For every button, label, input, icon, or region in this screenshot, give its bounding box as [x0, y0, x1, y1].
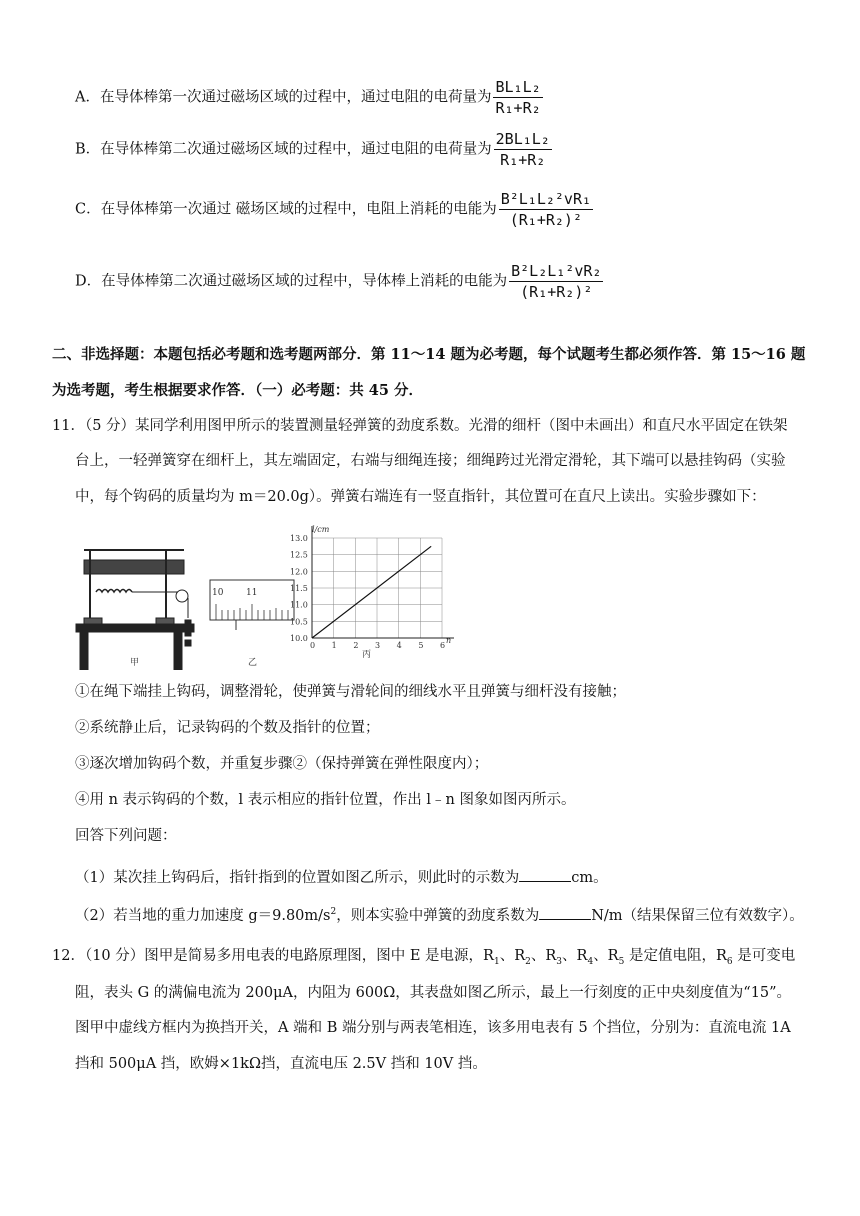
fraction-numerator: B²L₁L₂²vR₁	[500, 190, 592, 208]
q12-line1-text: 12．（10 分）图甲是简易多用电表的电路原理图，图中 E 是电源，R	[52, 948, 494, 964]
option-b	[75, 130, 552, 169]
q11-step3: ③逐次增加钩码个数，并重复步骤②（保持弹簧在弹性限度内）；	[75, 756, 489, 772]
option-b-text: B．在导体棒第二次通过磁场区域的过程中，通过电阻的电荷量为	[75, 141, 492, 158]
superscript: 2	[330, 907, 337, 918]
option-b-fraction	[494, 130, 552, 169]
option-a-text: A．在导体棒第一次通过磁场区域的过程中，通过电阻的电荷量为	[75, 89, 492, 106]
x-tick-label: 5	[418, 641, 424, 650]
q12-line1-text3: 是可变电	[737, 948, 796, 964]
fraction-denominator: R₁+R₂	[500, 151, 546, 169]
fraction-numerator: 2BL₁L₂	[495, 130, 550, 148]
q11-sub2-text2: ，则本实验中弹簧的劲度系数为	[336, 908, 540, 924]
q11-sub2-text: （2）若当地的重力加速度 g＝9.80m/s	[75, 908, 331, 924]
x-tick-label: 3	[375, 641, 381, 650]
q11-figures	[70, 520, 470, 670]
figure-label-bing: 丙	[362, 650, 372, 660]
x-tick-label: 0	[310, 641, 316, 650]
y-tick-label: 12.5	[290, 550, 308, 560]
x-tick-label: 2	[353, 641, 359, 650]
q12-line1: 12．（10 分）图甲是简易多用电表的电路原理图，图中 E 是电源，$R_1$、$R_2$、$R_3$、$R_4$、$R_5$ 是定值电阻，$R_6$ 是可变电	[52, 948, 796, 967]
ruler-tick-10: 10	[212, 588, 224, 598]
q11-sub1	[75, 866, 608, 887]
q12-line4: 挡和 500μA 挡，欧姆×1kΩ挡，直流电压 2.5V 挡和 10V 挡。	[75, 1056, 487, 1072]
x-tick-label: 6	[440, 641, 446, 650]
q12-line3: 图甲中虚线方框内为换挡开关，A 端和 B 端分别与两表笔相连，该多用电表有 5 个挡位，分别为：直流电流 1A	[75, 1020, 791, 1036]
q11-answer-intro: 回答下列问题：	[75, 828, 177, 844]
q11-sub1-text: （1）某次挂上钩码后，指针指到的位置如图乙所示，则此时的示数为	[75, 870, 520, 886]
option-c	[75, 190, 593, 229]
q11-sub1-unit: cm。	[571, 870, 608, 886]
data-line	[312, 546, 431, 638]
option-a-fraction	[493, 78, 542, 117]
option-a	[75, 78, 543, 117]
q11-step2: ②系统静止后，记录钩码的个数及指针的位置；	[75, 720, 380, 736]
x-tick-label: 4	[396, 641, 402, 650]
fraction-denominator: R₁+R₂	[495, 99, 541, 117]
q11-sub2	[75, 904, 804, 925]
apparatus-figure-jia	[76, 550, 194, 670]
q11-line1: 11．（5 分）某同学利用图甲所示的装置测量轻弹簧的劲度系数。光滑的细杆（图中未画出）和直尺水平固定在铁架	[52, 418, 788, 434]
y-tick-label: 12.0	[290, 567, 308, 577]
fraction-denominator: (R₁+R₂)²	[509, 211, 582, 229]
y-tick-label: 10.5	[290, 617, 308, 627]
x-tick-label: 1	[331, 641, 337, 650]
graph-ylabel: l/cm	[312, 525, 330, 534]
section-heading-line1: 二、非选择题：本题包括必考题和选考题两部分．第 11～14 题为必考题，每个试题考生都必须作答．第 15～16 题	[52, 346, 806, 363]
option-d-text: D．在导体棒第二次通过磁场区域的过程中，导体棒上消耗的电能为	[75, 273, 508, 290]
option-c-fraction	[499, 190, 593, 229]
q11-step4: ④用 n 表示钩码的个数，l 表示相应的指针位置，作出 l﹣n 图象如图丙所示。	[75, 792, 576, 808]
q11-line2: 台上，一轻弹簧穿在细杆上，其左端固定，右端与细绳连接；细绳跨过光滑定滑轮，其下端可以悬挂钩码（实验	[75, 453, 786, 469]
ruler-tick-11: 11	[246, 588, 258, 598]
q11-line3: 中，每个钩码的质量均为 m＝20.0g）。弹簧右端连有一竖直指针，其位置可在直尺上读出。实验步骤如下：	[75, 489, 766, 505]
option-d-fraction	[509, 262, 603, 301]
answer-blank[interactable]	[519, 869, 571, 882]
q12-line2: 阻，表头 G 的满偏电流为 200μA，内阻为 600Ω，其表盘如图乙所示，最上一行刻度的正中央刻度值为“15”。	[75, 985, 792, 1001]
fraction-numerator: B²L₂L₁²vR₂	[511, 262, 602, 280]
option-d	[75, 262, 603, 301]
fraction-numerator: BL₁L₂	[495, 78, 541, 96]
fraction-denominator: (R₁+R₂)²	[520, 283, 593, 301]
graph-figure-bing	[290, 526, 454, 650]
figure-label-jia: 甲	[130, 658, 140, 668]
figure-label-yi: 乙	[248, 658, 258, 668]
q12-line1-text2: 是定值电阻，R	[628, 948, 727, 964]
y-tick-label: 11.5	[290, 584, 308, 593]
graph-xlabel: n	[446, 636, 452, 645]
q11-sub2-unit: N/m（结果保留三位有效数字）。	[591, 908, 804, 924]
y-tick-label: 13.0	[290, 534, 308, 543]
q11-step1: ①在绳下端挂上钩码，调整滑轮，使弹簧与滑轮间的细线水平且弹簧与细杆没有接触；	[75, 684, 626, 700]
y-tick-label: 11.0	[290, 600, 308, 610]
option-c-text: C．在导体棒第一次通过 磁场区域的过程中，电阻上消耗的电能为	[75, 201, 497, 218]
answer-blank[interactable]	[539, 907, 591, 920]
section-heading-line2: 为选考题，考生根据要求作答．（一）必考题：共 45 分．	[52, 382, 424, 399]
y-tick-label: 10.0	[290, 634, 308, 643]
